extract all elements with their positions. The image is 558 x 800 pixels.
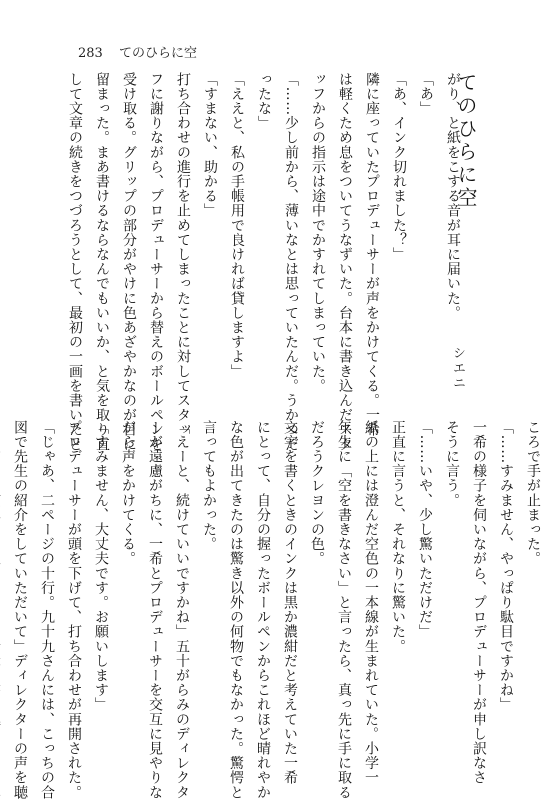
text-line: 言ってもよかった。 [201, 420, 217, 552]
text-line: 隣に座っていたプロデューサーが声をかけてくる。一希 [364, 72, 380, 437]
text-line: そうに言う。 [444, 420, 460, 508]
text-line: な色が出てきたのは驚き以外の何物でもなかった。驚愕と [228, 420, 244, 800]
text-line: 「すみません、大丈夫です。お願いします」 [93, 420, 109, 712]
text-line: して文章の続きをつづろうとして、最初の一画を書いたと [67, 72, 83, 452]
text-line: ッフからの指示は途中でかすれてしまっていた。 [310, 72, 326, 394]
upper-text-block [58, 72, 466, 452]
text-line: 文字を書くときのインクは黒か濃紺だと考えていた一希 [282, 420, 298, 785]
text-line [0, 420, 6, 750]
text-line: 「あ、インク切れました？」 [391, 72, 407, 262]
text-line: 「……少し前から、薄いなとは思っていたんだ。うかつだ [283, 72, 299, 452]
text-line: がり、と紙をこする音が耳に届いた。 [445, 72, 461, 321]
text-line: 正直に言うと、それなりに驚いた。 [390, 420, 406, 654]
lower-text-block [12, 420, 546, 800]
text-line: 「ええと、私の手帳用で良ければ貸しますよ」 [229, 72, 245, 379]
text-line: 「……いや、少し驚いただけだ」 [417, 420, 433, 639]
text-line: ころで手が止まった。 [525, 420, 541, 566]
text-line: 留まった。まあ書けるならなんでもいいか、と気を取り直 [94, 72, 110, 452]
page-number: 283 [78, 46, 103, 61]
text-line: がら声をかけてくる。 [120, 420, 136, 566]
text-line: 受け取る。グリップの部分がやけに色あざやかなのが目に [121, 72, 137, 452]
text-line: 年生に「空を書きなさい」と言ったら、真っ先に手に取る [336, 420, 352, 800]
running-title: てのひらに空 [118, 46, 197, 61]
text-line: ーが遠慮がちに、一希とプロデューサーを交互に見やりな [147, 420, 163, 800]
text-line: は軽くため息をついてうなずいた。台本に書き込んだスタ [337, 72, 353, 452]
text-line: 「あ」 [418, 72, 434, 116]
text-line: 図で先生の紹介をしていただいて」ディレクターの声を聴 [12, 420, 28, 800]
text-line: 紙の上には澄んだ空色の一本線が生まれていた。小学一 [363, 420, 379, 785]
text-line: にとって、自分の握ったボールペンからこれほど晴れやか [255, 420, 271, 800]
text-line: 「じゃあ、二ページの十行。九十九さんには、こっちの合 [39, 420, 55, 800]
text-line: プロデューサーが頭を下げて、打ち合わせが再開された。 [66, 420, 82, 800]
story-title: てのひらに空 [454, 72, 478, 210]
text-line: フに謝りながら、プロデューサーから替えのボールペンを [148, 72, 164, 452]
text-line: 「すまない、助かる」 [202, 72, 218, 218]
text-line: 一希の様子を伺いながら、プロデューサーが申し訳なさ [471, 420, 487, 785]
text-line: ったな」 [256, 72, 272, 131]
text-line: だろうクレヨンの色。 [309, 420, 325, 566]
text-line: 打ち合わせの進行を止めてしまったことに対してスタッ [175, 72, 191, 437]
story-author: シエニ [450, 346, 465, 391]
text-line: 「……すみません、やっぱり駄目ですかね」 [498, 420, 514, 712]
text-line: 「えーと、続けていいですかね」五十がらみのディレクタ [174, 420, 190, 800]
page-header [78, 42, 197, 61]
